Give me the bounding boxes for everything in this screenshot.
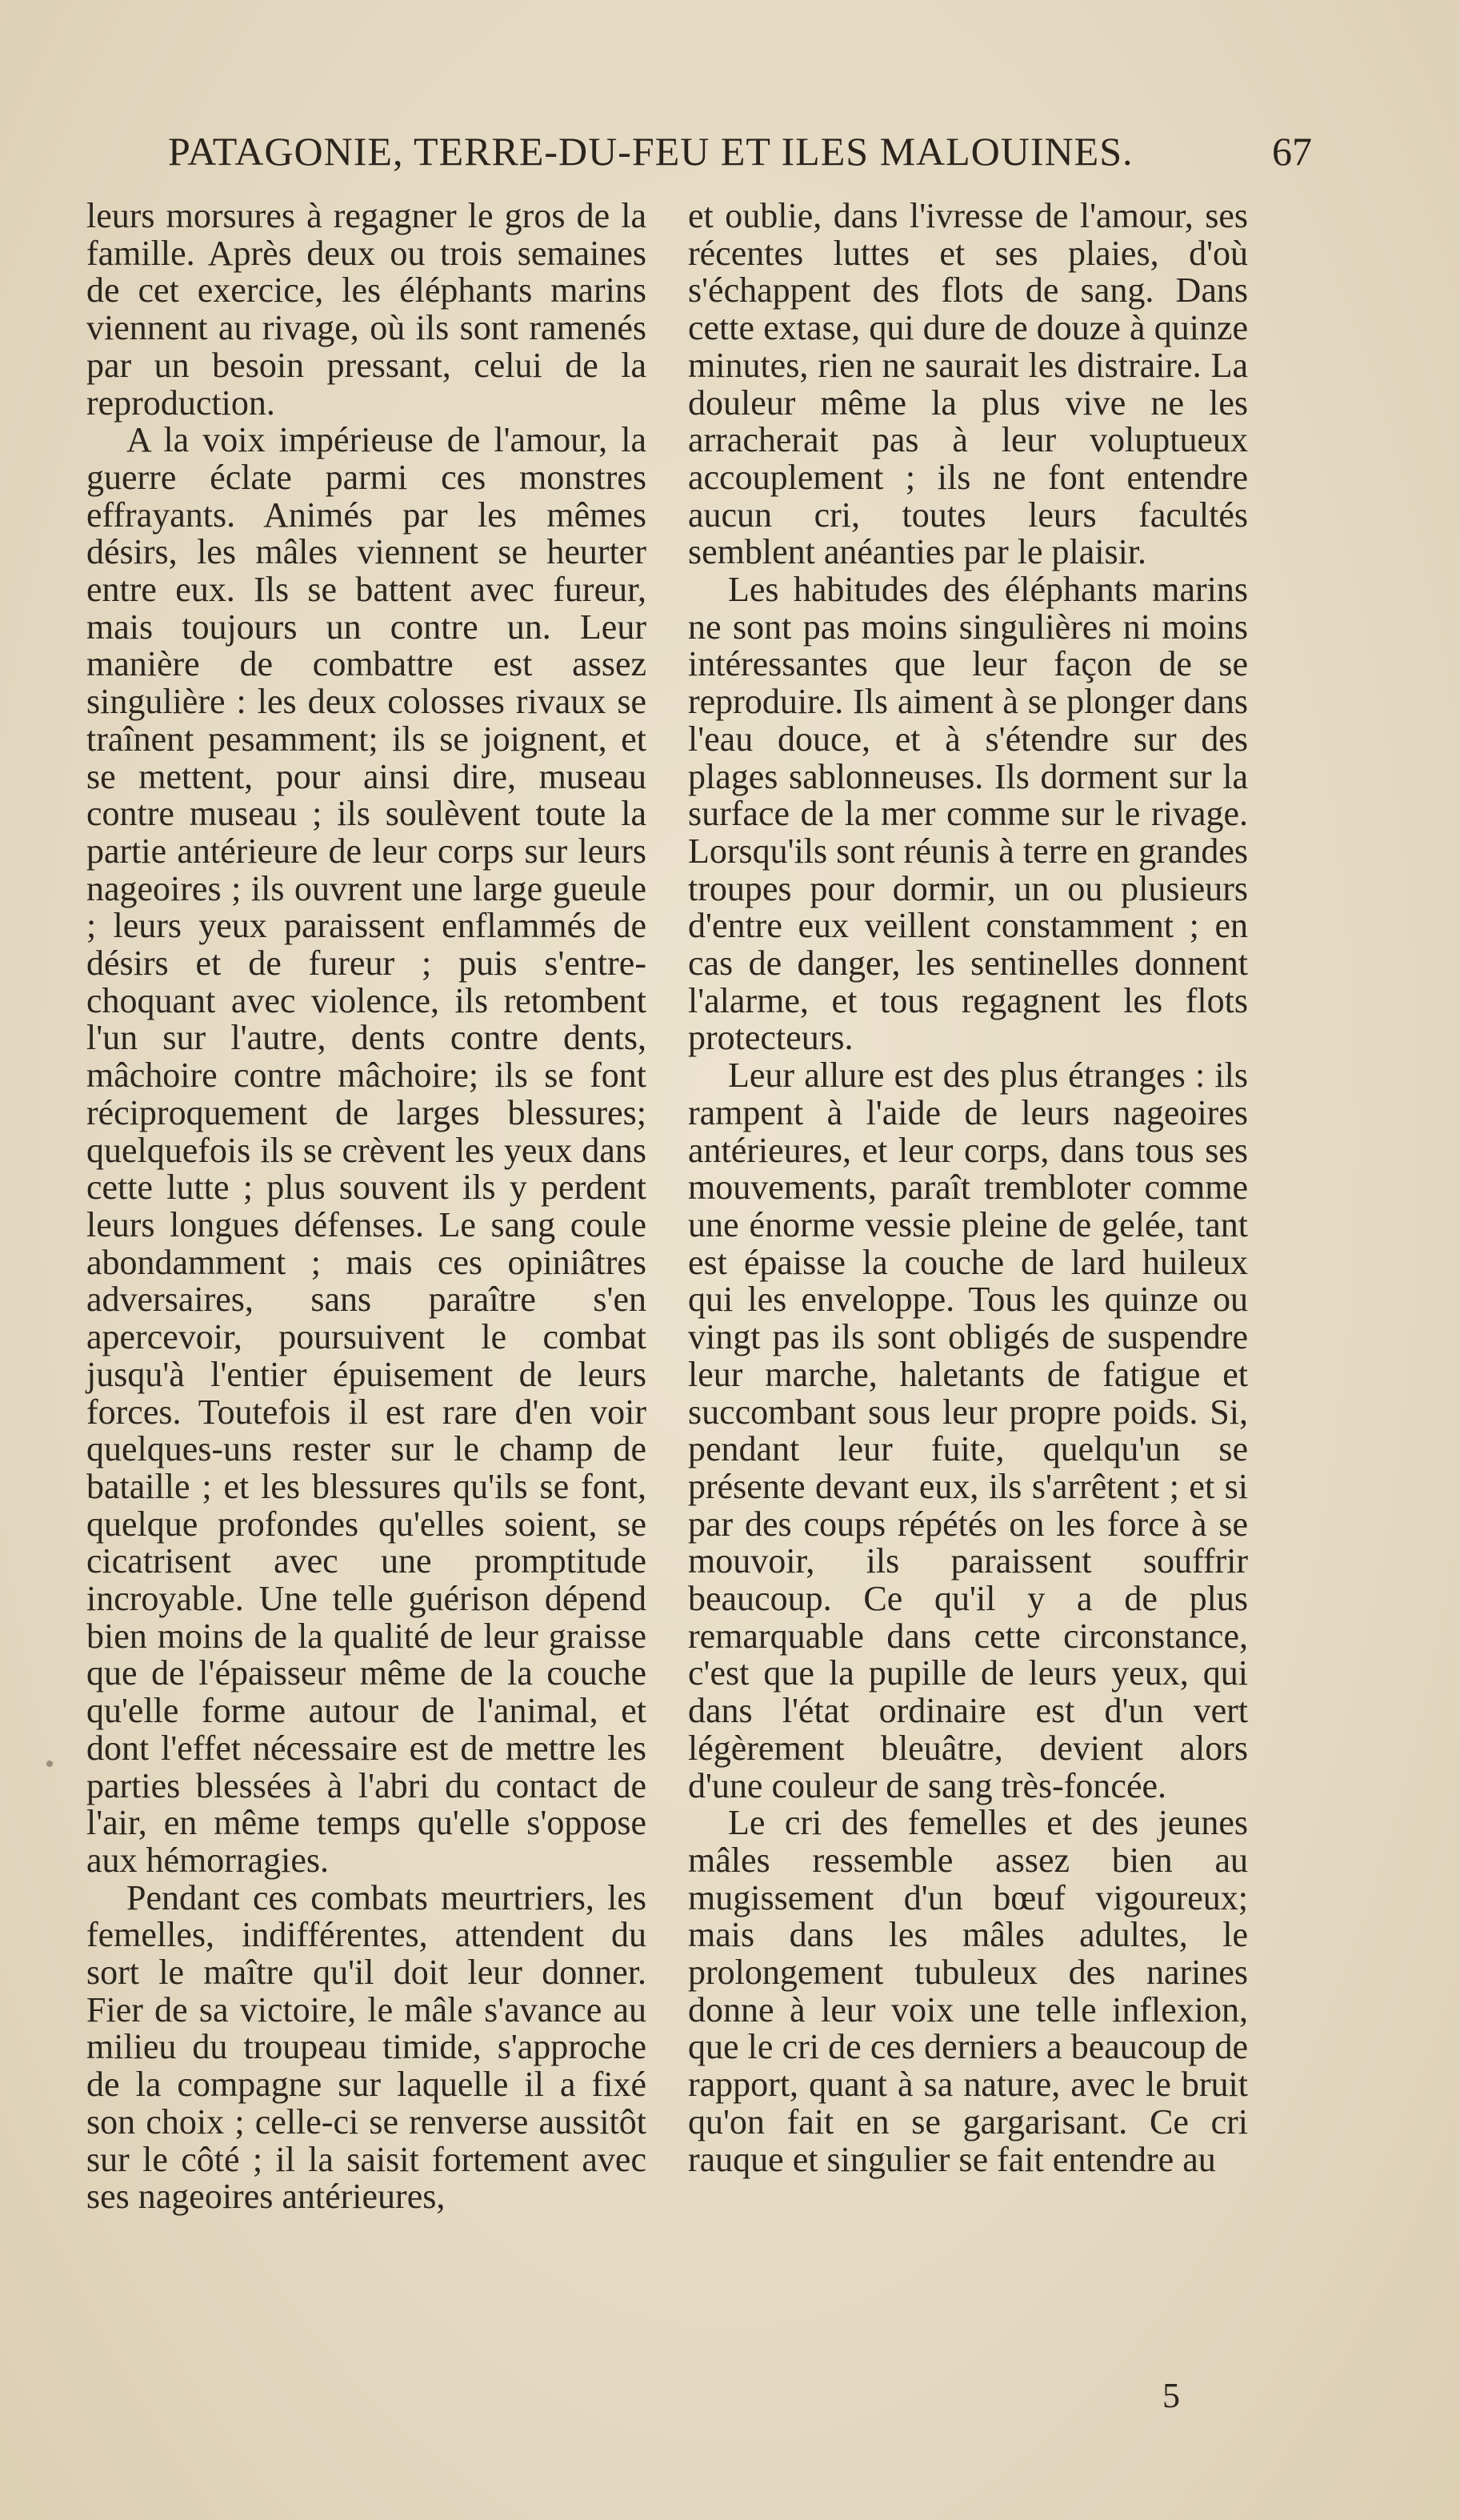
running-title: PATAGONIE, TERRE-DU-FEU ET ILES MALOUINES. [168, 129, 1134, 174]
running-head [168, 128, 1312, 176]
paragraph: Le cri des femelles et des jeunes mâles ressemble assez bien au mugissement d'un bœuf vigoureux; mais dans les mâles adultes, le prolongement tubuleux des narines donne à leur voix une telle inflexion, que le cri de ces derniers a beaucoup de rapport, quant à sa nature, avec le bruit qu'on fait en se gargarisant. Ce cri rauque et singulier se fait entendre au [688, 1803, 1248, 2179]
paragraph: Leur allure est des plus étranges : ils rampent à l'aide de leurs nageoires antérieures, et leur corps, dans tous ses mouvements, paraît trembloter comme une énorme vessie pleine de gelée, tant est épaisse la couche de lard huileux qui les enveloppe. Tous les quinze ou vingt pas ils sont obligés de suspendre leur marche, haletants de fatigue et succombant sous leur propre poids. Si, pendant leur fuite, quelqu'un se présente devant eux, ils s'arrêtent ; et si par des coups répétés on les force à se mouvoir, ils paraissent souffrir beaucoup. Ce qu'il y a de plus remarquable dans cette circonstance, c'est que la pupille de leurs yeux, qui dans l'état ordinaire est d'un vert légèrement bleuâtre, devient alors d'une couleur de sang très-foncée. [688, 1056, 1248, 1805]
paragraph: et oublie, dans l'ivresse de l'amour, ses récentes luttes et ses plaies, d'où s'échappent des flots de sang. Dans cette extase, qui dure de douze à quinze minutes, rien ne saurait les distraire. La douleur même la plus vive ne les arracherait pas à leur voluptueux accouplement ; ils ne font entendre aucun cri, toutes leurs facultés semblent anéanties par le plaisir. [688, 196, 1248, 572]
left-column [86, 198, 646, 2216]
paragraph: Les habitudes des éléphants marins ne sont pas moins singulières ni moins intéressantes que leur façon de se reproduire. Ils aiment à se plonger dans l'eau douce, et à s'étendre sur des plages sablonneuses. Ils dorment sur la surface de la mer comme sur le rivage. Lorsqu'ils sont réunis à terre en grandes troupes pour dormir, un ou plusieurs d'entre eux veillent constamment ; en cas de danger, les sentinelles donnent l'alarme, et tous regagnent les flots protecteurs. [688, 570, 1248, 1058]
paragraph: leurs morsures à regagner le gros de la famille. Après deux ou trois semaines de cet exercice, les éléphants marins viennent au rivage, où ils sont ramenés par un besoin pressant, celui de la reproduction. [86, 196, 646, 423]
right-column [688, 198, 1248, 2178]
paragraph: Pendant ces combats meurtriers, les femelles, indifférentes, attendent du sort le maître qu'il doit leur donner. Fier de sa victoire, le mâle s'avance au milieu du troupeau timide, s'approche de la compagne sur laquelle il a fixé son choix ; celle-ci se renverse aussitôt sur le côté ; il la saisit fortement avec ses nageoires antérieures, [86, 1877, 646, 2217]
page-number: 67 [1272, 129, 1312, 174]
signature-mark: 5 [1162, 2376, 1180, 2415]
margin-mark [46, 1761, 53, 1767]
paragraph: A la voix impérieuse de l'amour, la guerre éclate parmi ces monstres effrayants. Animés par les mêmes désirs, les mâles viennent se heurter entre eux. Ils se battent avec fureur, mais toujours un contre un. Leur manière de combattre est assez singulière : les deux colosses rivaux se traînent pesamment; ils se joignent, et se mettent, pour ainsi dire, museau contre museau ; ils soulèvent toute la partie antérieure de leur corps sur leurs nageoires ; ils ouvrent une large gueule ; leurs yeux paraissent enflammés de désirs et de fureur ; puis s'entre-choquant avec violence, ils retombent l'un sur l'autre, dents contre dents, mâchoire contre mâchoire; ils se font réciproquement de larges blessures; quelquefois ils se crèvent les yeux dans cette lutte ; plus souvent ils y perdent leurs longues défenses. Le sang coule abondamment ; mais ces opiniâtres adversaires, sans paraître s'en apercevoir, poursuivent le combat jusqu'à l'entier épuisement de leurs forces. Toutefois il est rare d'en voir quelques-uns rester sur le champ de bataille ; et les blessures qu'ils se font, quelque profondes qu'elles soient, se cicatrisent avec une promptitude incroyable. Une telle guérison dépend bien moins de la qualité de leur graisse que de l'épaisseur même de la couche qu'elle forme autour de l'animal, et dont l'effet nécessaire est de mettre les parties blessées à l'abri du contact de l'air, en même temps qu'elle s'oppose aux hémorragies. [86, 420, 646, 1880]
